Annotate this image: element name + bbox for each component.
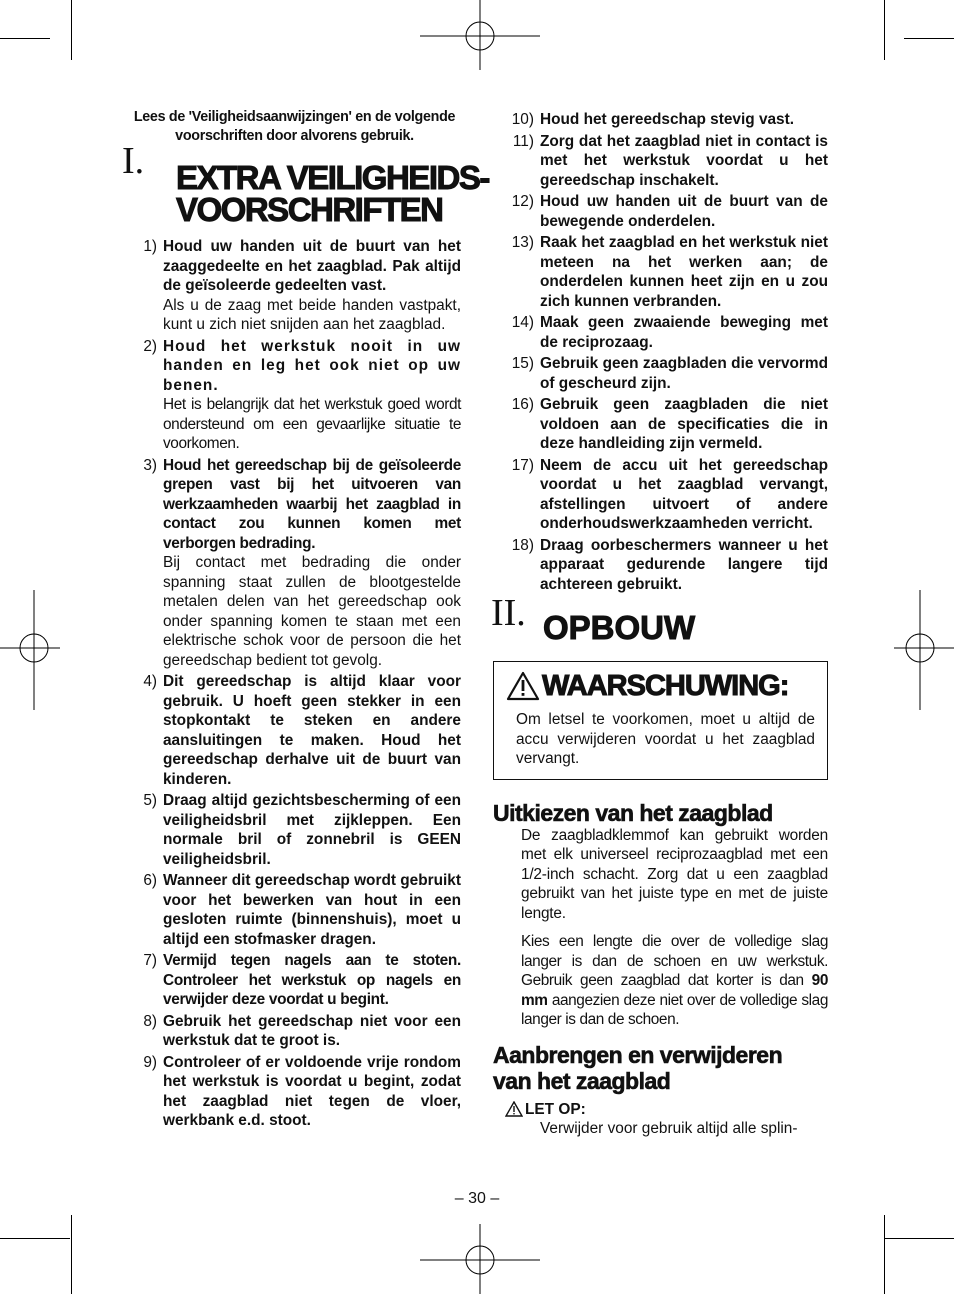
list-item: 13) Raak het zaagblad en het werkstuk niet meteen na het werken aan; de onderdelen kunnen heet zijn en u zou zich kunnen verbranden. <box>511 234 828 310</box>
list-item: 8) Gebruik het gereedschap niet voor een werkstuk dat te groot is. <box>143 1012 461 1049</box>
list-item: 3) Houd het gereedschap bij de geïsoleerde grepen vast bij het uitvoeren van werkzaamheden waarbij het zaagblad in contact zou kunnen komen met verborgen bedrading. Bij contact met bedrading die onder spanning staat zullen de blootgestelde metalen delen van het gereedschap ook onder spanning komen te staan met een elektrische schok voor de persoon die het gereedschap bedient tot gevolg. <box>143 456 461 669</box>
list-item: 6) Wanneer dit gereedschap wordt gebruikt voor het bewerken van hout in een gesloten ruimte (binnenshuis), moet u altijd een stofmasker dragen. <box>143 872 461 948</box>
section-title-1: EXTRA VEILIGHEIDS- VOORSCHRIFTEN <box>176 159 489 228</box>
warning-text: Om letsel te voorkomen, moet u altijd de accu verwijderen voordat u het zaagblad vervangt. <box>516 711 815 767</box>
list-item: 16) Gebruik geen zaagbladen die niet voldoen aan de specificaties die in deze handleiding zijn vermeld. <box>511 396 828 452</box>
subsection-title-2: Aanbrengen en verwijderen van het zaagblad <box>493 1041 783 1094</box>
list-item: 18) Draag oorbeschermers wanneer u het apparaat gedurende langere tijd achtereen gebruikt. <box>511 536 828 593</box>
list-item: 2) Houd het werkstuk nooit in uw handen en leg het ook niet op uw benen. Het is belangrijk dat het werkstuk goed wordt ondersteund om een gevaarlijke situatie te voorkomen. <box>143 337 461 452</box>
right-column <box>491 110 828 1139</box>
section-title-2: OPBOUW <box>543 609 696 646</box>
safety-list-left <box>128 237 461 1131</box>
list-item: 15) Gebruik geen zaagbladen die vervormd of gescheurd zijn. <box>511 355 828 392</box>
caution-block <box>505 1100 828 1139</box>
list-item: 10) Houd het gereedschap stevig vast. <box>511 111 795 128</box>
registration-target-right <box>894 590 954 710</box>
warning-box <box>493 661 828 780</box>
list-item: 9) Controleer of er voldoende vrije rondom het werkstuk is voordat u begint, zodat het zaagblad niet tegen de vloer, werkbank e.d. stoot. <box>143 1053 461 1129</box>
caution-triangle-icon <box>505 1101 523 1117</box>
list-item: 5) Draag altijd gezichtsbescherming of een veiligheidsbril met zijkleppen. Een normale bril of zonnebril is GEEN veiligheidsbril. <box>143 792 461 868</box>
list-item: 14) Maak geen zwaaiende beweging met de reciprozaag. <box>511 314 828 351</box>
warning-title: WAARSCHUWING: <box>542 670 789 702</box>
intro-text: Lees de 'Veiligheidsaanwijzingen' en de volgende voorschriften door alvorens gebruik. <box>133 109 456 144</box>
warning-triangle-icon <box>506 671 540 701</box>
warning-header <box>506 670 815 702</box>
page-number: – 30 – <box>454 1190 500 1207</box>
list-item: 7) Vermijd tegen nagels aan te stoten. Controleer het werkstuk op nagels en verwijder deze voordat u begint. <box>143 952 461 1008</box>
caution-text: Verwijder voor gebruik altijd alle splin- <box>540 1120 798 1137</box>
list-item: 17) Neem de accu uit het gereedschap voordat u het zaagblad vervangt, afstellingen uitvoert of andere onderhoudswerkzaamheden verricht. <box>511 456 828 532</box>
registration-target-top <box>420 0 540 70</box>
list-item: 12) Houd uw handen uit de buurt van de bewegende onderdelen. <box>511 193 828 230</box>
list-item: 1) Houd uw handen uit de buurt van het zaaggedeelte en het zaagblad. Pak altijd de geïsoleerde gedeelten vast. Als u de zaag met beide handen vastpakt, kunt u zich niet snijden aan het zaagblad. <box>143 238 461 333</box>
section-roman-2: II. <box>491 592 526 634</box>
section-heading-1 <box>122 140 489 228</box>
section-roman-1: I. <box>122 140 145 182</box>
left-column <box>122 108 489 1131</box>
registration-target-bottom <box>420 1224 540 1294</box>
list-item: 4) Dit gereedschap is altijd klaar voor gebruik. U hoeft geen stekker in een stopkontakt te steken en andere aansluitingen te maken. Houd het gereedschap derhalve uit de buurt van kinderen. <box>143 673 461 788</box>
list-item: 11) Zorg dat het zaagblad niet in contact is met het werkstuk voordat u het gereedschap inschakelt. <box>512 132 828 189</box>
subsection-title-1: Uitkiezen van het zaagblad <box>493 799 773 826</box>
caution-label: LET OP: <box>525 1100 586 1118</box>
section-heading-2 <box>491 592 828 650</box>
registration-target-left <box>0 590 60 710</box>
safety-list-right <box>505 110 828 594</box>
subsection-body-1: De zaagbladklemmof kan gebruikt worden met elk universeel reciprozaagblad met een 1/2-inch schacht. Zorg dat u een zaagblad gebruikt van het juiste type en met de juiste lengte. Kies een lengte die over de volledige slag langer is dan de schoen en uw werkstuk. Gebruik geen zaagblad dat korter is dan 90 mm aangezien deze niet over de volledige slag langer is dan de schoen. <box>521 826 828 1028</box>
blade-length-value: 90 mm <box>521 972 828 1009</box>
